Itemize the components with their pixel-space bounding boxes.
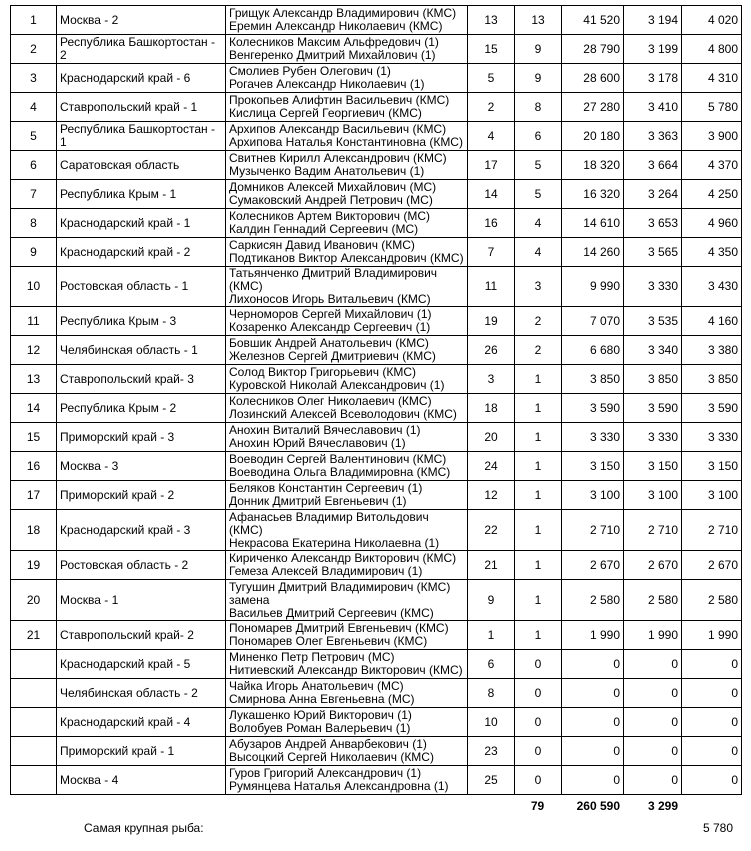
region-cell: Республика Башкортостан - 2 <box>57 35 226 64</box>
team-cell: Чайка Игорь Анатольевич (МС) Смирнова Анна Евгеньевна (МС) <box>226 679 468 708</box>
average-cell: 3 150 <box>624 452 682 481</box>
total-average: 3 299 <box>647 799 678 813</box>
zone-cell: 12 <box>468 481 515 510</box>
table-row <box>11 679 742 708</box>
average-cell: 3 264 <box>624 180 682 209</box>
average-cell: 2 670 <box>624 551 682 580</box>
region-cell: Челябинская область - 1 <box>57 336 226 365</box>
table-row <box>11 238 742 267</box>
big-fish-line <box>10 818 741 838</box>
average-cell: 1 990 <box>624 621 682 650</box>
average-cell: 2 710 <box>624 510 682 551</box>
place-cell: 12 <box>11 336 57 365</box>
team-cell: Тугушин Дмитрий Владимирович (КМС) замена Васильев Дмитрий Сергеевич (КМС) <box>226 580 468 621</box>
results-table <box>10 5 742 795</box>
zone-cell: 24 <box>468 452 515 481</box>
table-row <box>11 650 742 679</box>
zone-cell: 14 <box>468 180 515 209</box>
team-cell: Саркисян Давид Иванович (КМС) Подтиканов Виктор Александрович (КМС) <box>226 238 468 267</box>
zone-cell: 3 <box>468 365 515 394</box>
weight-cell: 28 790 <box>562 35 624 64</box>
average-cell: 3 653 <box>624 209 682 238</box>
team-cell: Колесников Олег Николаевич (КМС) Лозинский Алексей Всеволодович (КМС) <box>226 394 468 423</box>
average-cell: 3 850 <box>624 365 682 394</box>
max-fish-cell: 4 250 <box>682 180 742 209</box>
results-body <box>11 6 742 795</box>
fish-count-cell: 1 <box>515 551 562 580</box>
fish-count-cell: 1 <box>515 365 562 394</box>
table-row <box>11 365 742 394</box>
fish-count-cell: 1 <box>515 423 562 452</box>
average-cell: 0 <box>624 679 682 708</box>
max-fish-cell: 4 960 <box>682 209 742 238</box>
team-cell: Колесников Максим Альфредович (1) Венгеренко Дмитрий Михайлович (1) <box>226 35 468 64</box>
place-cell: 19 <box>11 551 57 580</box>
fish-count-cell: 4 <box>515 209 562 238</box>
fish-count-cell: 1 <box>515 481 562 510</box>
table-row <box>11 35 742 64</box>
table-row <box>11 336 742 365</box>
team-cell: Гуров Григорий Александрович (1) Румянцева Наталья Александровна (1) <box>226 766 468 795</box>
max-fish-cell: 0 <box>682 708 742 737</box>
region-cell: Приморский край - 1 <box>57 737 226 766</box>
table-row <box>11 510 742 551</box>
max-fish-cell: 2 670 <box>682 551 742 580</box>
zone-cell: 2 <box>468 93 515 122</box>
weight-cell: 0 <box>562 679 624 708</box>
zone-cell: 16 <box>468 209 515 238</box>
place-cell <box>11 708 57 737</box>
fish-count-cell: 8 <box>515 93 562 122</box>
zone-cell: 10 <box>468 708 515 737</box>
max-fish-cell: 4 800 <box>682 35 742 64</box>
place-cell: 2 <box>11 35 57 64</box>
zone-cell: 19 <box>468 307 515 336</box>
zone-cell: 8 <box>468 679 515 708</box>
team-cell: Лукашенко Юрий Викторович (1) Волобуев Роман Валерьевич (1) <box>226 708 468 737</box>
fish-count-cell: 5 <box>515 151 562 180</box>
region-cell: Республика Башкортостан - 1 <box>57 122 226 151</box>
table-row <box>11 209 742 238</box>
team-cell: Бовшик Андрей Анатольевич (КМС) Железнов Сергей Дмитриевич (КМС) <box>226 336 468 365</box>
weight-cell: 3 150 <box>562 452 624 481</box>
region-cell: Краснодарский край - 4 <box>57 708 226 737</box>
table-row <box>11 151 742 180</box>
place-cell: 20 <box>11 580 57 621</box>
fish-count-cell: 2 <box>515 307 562 336</box>
place-cell: 5 <box>11 122 57 151</box>
zone-cell: 22 <box>468 510 515 551</box>
weight-cell: 28 600 <box>562 64 624 93</box>
region-cell: Челябинская область - 2 <box>57 679 226 708</box>
region-cell: Ставропольский край - 1 <box>57 93 226 122</box>
weight-cell: 9 990 <box>562 267 624 307</box>
zone-cell: 21 <box>468 551 515 580</box>
region-cell: Республика Крым - 3 <box>57 307 226 336</box>
max-fish-cell: 4 370 <box>682 151 742 180</box>
max-fish-cell: 2 710 <box>682 510 742 551</box>
place-cell: 10 <box>11 267 57 307</box>
fish-count-cell: 9 <box>515 64 562 93</box>
max-fish-cell: 1 990 <box>682 621 742 650</box>
zone-cell: 20 <box>468 423 515 452</box>
region-cell: Краснодарский край - 5 <box>57 650 226 679</box>
average-cell: 0 <box>624 766 682 795</box>
max-fish-cell: 4 020 <box>682 6 742 35</box>
region-cell: Краснодарский край - 1 <box>57 209 226 238</box>
max-fish-cell: 0 <box>682 766 742 795</box>
team-cell: Пономарев Дмитрий Евгеньевич (КМС) Пономарев Олег Евгеньевич (КМС) <box>226 621 468 650</box>
table-row <box>11 307 742 336</box>
average-cell: 3 363 <box>624 122 682 151</box>
region-cell: Приморский край - 3 <box>57 423 226 452</box>
zone-cell: 23 <box>468 737 515 766</box>
max-fish-cell: 4 350 <box>682 238 742 267</box>
average-cell: 2 580 <box>624 580 682 621</box>
fish-count-cell: 1 <box>515 621 562 650</box>
table-row <box>11 64 742 93</box>
zone-cell: 4 <box>468 122 515 151</box>
zone-cell: 11 <box>468 267 515 307</box>
max-fish-cell: 3 590 <box>682 394 742 423</box>
weight-cell: 3 590 <box>562 394 624 423</box>
weight-cell: 0 <box>562 766 624 795</box>
max-fish-cell: 3 100 <box>682 481 742 510</box>
max-fish-cell: 2 580 <box>682 580 742 621</box>
weight-cell: 3 330 <box>562 423 624 452</box>
total-fish: 79 <box>530 799 545 813</box>
fish-count-cell: 2 <box>515 336 562 365</box>
region-cell: Республика Крым - 2 <box>57 394 226 423</box>
place-cell <box>11 737 57 766</box>
average-cell: 3 664 <box>624 151 682 180</box>
zone-cell: 9 <box>468 580 515 621</box>
team-cell: Свитнев Кирилл Александрович (КМС) Музыченко Вадим Анатольевич (1) <box>226 151 468 180</box>
max-fish-cell: 3 150 <box>682 452 742 481</box>
max-fish-cell: 5 780 <box>682 93 742 122</box>
table-row <box>11 737 742 766</box>
weight-cell: 2 710 <box>562 510 624 551</box>
place-cell: 15 <box>11 423 57 452</box>
fish-count-cell: 13 <box>515 6 562 35</box>
team-cell: Грищук Александр Владимирович (КМС) Еремин Александр Николаевич (КМС) <box>226 6 468 35</box>
table-row <box>11 708 742 737</box>
weight-cell: 20 180 <box>562 122 624 151</box>
weight-cell: 2 580 <box>562 580 624 621</box>
team-cell: Анохин Виталий Вячеславович (1) Анохин Юрий Вячеславович (1) <box>226 423 468 452</box>
region-cell: Москва - 2 <box>57 6 226 35</box>
place-cell: 8 <box>11 209 57 238</box>
place-cell: 14 <box>11 394 57 423</box>
place-cell: 17 <box>11 481 57 510</box>
fish-count-cell: 0 <box>515 650 562 679</box>
zone-cell: 1 <box>468 621 515 650</box>
region-cell: Краснодарский край - 3 <box>57 510 226 551</box>
zone-cell: 7 <box>468 238 515 267</box>
average-cell: 3 565 <box>624 238 682 267</box>
average-cell: 0 <box>624 737 682 766</box>
fish-count-cell: 0 <box>515 766 562 795</box>
region-cell: Ставропольский край- 3 <box>57 365 226 394</box>
team-cell: Архипов Александр Васильевич (КМС) Архипова Наталья Константиновна (КМС) <box>226 122 468 151</box>
table-row <box>11 580 742 621</box>
average-cell: 3 330 <box>624 267 682 307</box>
place-cell: 18 <box>11 510 57 551</box>
region-cell: Краснодарский край - 6 <box>57 64 226 93</box>
team-cell: Воеводин Сергей Валентинович (КМС) Воеводина Ольга Владимировна (КМС) <box>226 452 468 481</box>
results-sheet <box>10 5 741 817</box>
fish-count-cell: 0 <box>515 737 562 766</box>
region-cell: Москва - 1 <box>57 580 226 621</box>
fish-count-cell: 1 <box>515 394 562 423</box>
fish-count-cell: 0 <box>515 679 562 708</box>
weight-cell: 3 100 <box>562 481 624 510</box>
totals-row <box>10 795 741 817</box>
weight-cell: 18 320 <box>562 151 624 180</box>
max-fish-cell: 4 160 <box>682 307 742 336</box>
zone-cell: 26 <box>468 336 515 365</box>
max-fish-cell: 3 330 <box>682 423 742 452</box>
region-cell: Ростовская область - 1 <box>57 267 226 307</box>
average-cell: 3 100 <box>624 481 682 510</box>
table-row <box>11 452 742 481</box>
region-cell: Республика Крым - 1 <box>57 180 226 209</box>
place-cell: 1 <box>11 6 57 35</box>
average-cell: 3 330 <box>624 423 682 452</box>
table-row <box>11 423 742 452</box>
team-cell: Абузаров Андрей Анварбекович (1) Высоцкий Сергей Николаевич (КМС) <box>226 737 468 766</box>
table-row <box>11 267 742 307</box>
team-cell: Кириченко Александр Викторович (КМС) Гемеза Алексей Владимирович (1) <box>226 551 468 580</box>
place-cell: 11 <box>11 307 57 336</box>
max-fish-cell: 3 430 <box>682 267 742 307</box>
weight-cell: 27 280 <box>562 93 624 122</box>
max-fish-cell: 4 310 <box>682 64 742 93</box>
zone-cell: 25 <box>468 766 515 795</box>
team-cell: Черноморов Сергей Михайлович (1) Козаренко Александр Сергеевич (1) <box>226 307 468 336</box>
weight-cell: 1 990 <box>562 621 624 650</box>
place-cell: 6 <box>11 151 57 180</box>
zone-cell: 13 <box>468 6 515 35</box>
place-cell: 13 <box>11 365 57 394</box>
weight-cell: 16 320 <box>562 180 624 209</box>
region-cell: Ставропольский край- 2 <box>57 621 226 650</box>
place-cell: 4 <box>11 93 57 122</box>
team-cell: Смолиев Рубен Олегович (1) Рогачев Александр Николаевич (1) <box>226 64 468 93</box>
weight-cell: 0 <box>562 737 624 766</box>
average-cell: 3 535 <box>624 307 682 336</box>
team-cell: Солод Виктор Григорьевич (КМС) Куровской Николай Александрович (1) <box>226 365 468 394</box>
place-cell: 7 <box>11 180 57 209</box>
fish-count-cell: 1 <box>515 510 562 551</box>
team-cell: Миненко Петр Петрович (МС) Нитиевский Александр Викторович (КМС) <box>226 650 468 679</box>
max-fish-cell: 3 850 <box>682 365 742 394</box>
region-cell: Приморский край - 2 <box>57 481 226 510</box>
average-cell: 3 194 <box>624 6 682 35</box>
average-cell: 3 340 <box>624 336 682 365</box>
zone-cell: 15 <box>468 35 515 64</box>
place-cell <box>11 650 57 679</box>
table-row <box>11 394 742 423</box>
place-cell: 3 <box>11 64 57 93</box>
place-cell <box>11 766 57 795</box>
max-fish-cell: 0 <box>682 679 742 708</box>
weight-cell: 0 <box>562 650 624 679</box>
team-cell: Домников Алексей Михайлович (МС) Сумаковский Андрей Петрович (МС) <box>226 180 468 209</box>
zone-cell: 5 <box>468 64 515 93</box>
big-fish-value: 5 780 <box>702 821 733 835</box>
place-cell: 21 <box>11 621 57 650</box>
table-row <box>11 93 742 122</box>
weight-cell: 14 610 <box>562 209 624 238</box>
table-row <box>11 6 742 35</box>
place-cell: 9 <box>11 238 57 267</box>
region-cell: Краснодарский край - 2 <box>57 238 226 267</box>
big-fish-label: Самая крупная рыба: <box>84 821 204 835</box>
weight-cell: 14 260 <box>562 238 624 267</box>
team-cell: Беляков Константин Сергеевич (1) Донник Дмитрий Евгеньевич (1) <box>226 481 468 510</box>
table-row <box>11 551 742 580</box>
average-cell: 3 199 <box>624 35 682 64</box>
fish-count-cell: 0 <box>515 708 562 737</box>
max-fish-cell: 0 <box>682 737 742 766</box>
place-cell: 16 <box>11 452 57 481</box>
total-weight: 260 590 <box>576 799 620 813</box>
region-cell: Ростовская область - 2 <box>57 551 226 580</box>
team-cell: Афанасьев Владимир Витольдович (КМС) Некрасова Екатерина Николаевна (1) <box>226 510 468 551</box>
table-row <box>11 621 742 650</box>
weight-cell: 3 850 <box>562 365 624 394</box>
average-cell: 3 410 <box>624 93 682 122</box>
fish-count-cell: 1 <box>515 580 562 621</box>
region-cell: Саратовская область <box>57 151 226 180</box>
team-cell: Татьянченко Дмитрий Владимирович (КМС) Лихоносов Игорь Витальевич (КМС) <box>226 267 468 307</box>
place-cell <box>11 679 57 708</box>
zone-cell: 18 <box>468 394 515 423</box>
weight-cell: 2 670 <box>562 551 624 580</box>
weight-cell: 0 <box>562 708 624 737</box>
table-row <box>11 481 742 510</box>
fish-count-cell: 5 <box>515 180 562 209</box>
average-cell: 0 <box>624 708 682 737</box>
fish-count-cell: 9 <box>515 35 562 64</box>
average-cell: 3 590 <box>624 394 682 423</box>
team-cell: Прокопьев Алифтин Васильевич (КМС) Кислица Сергей Георгиевич (КМС) <box>226 93 468 122</box>
region-cell: Москва - 4 <box>57 766 226 795</box>
table-row <box>11 122 742 151</box>
average-cell: 0 <box>624 650 682 679</box>
fish-count-cell: 4 <box>515 238 562 267</box>
max-fish-cell: 3 380 <box>682 336 742 365</box>
weight-cell: 41 520 <box>562 6 624 35</box>
fish-count-cell: 3 <box>515 267 562 307</box>
zone-cell: 6 <box>468 650 515 679</box>
team-cell: Колесников Артем Викторович (МС) Калдин Геннадий Сергеевич (МС) <box>226 209 468 238</box>
table-row <box>11 766 742 795</box>
zone-cell: 17 <box>468 151 515 180</box>
max-fish-cell: 3 900 <box>682 122 742 151</box>
weight-cell: 6 680 <box>562 336 624 365</box>
max-fish-cell: 0 <box>682 650 742 679</box>
fish-count-cell: 1 <box>515 452 562 481</box>
fish-count-cell: 6 <box>515 122 562 151</box>
average-cell: 3 178 <box>624 64 682 93</box>
weight-cell: 7 070 <box>562 307 624 336</box>
table-row <box>11 180 742 209</box>
region-cell: Москва - 3 <box>57 452 226 481</box>
